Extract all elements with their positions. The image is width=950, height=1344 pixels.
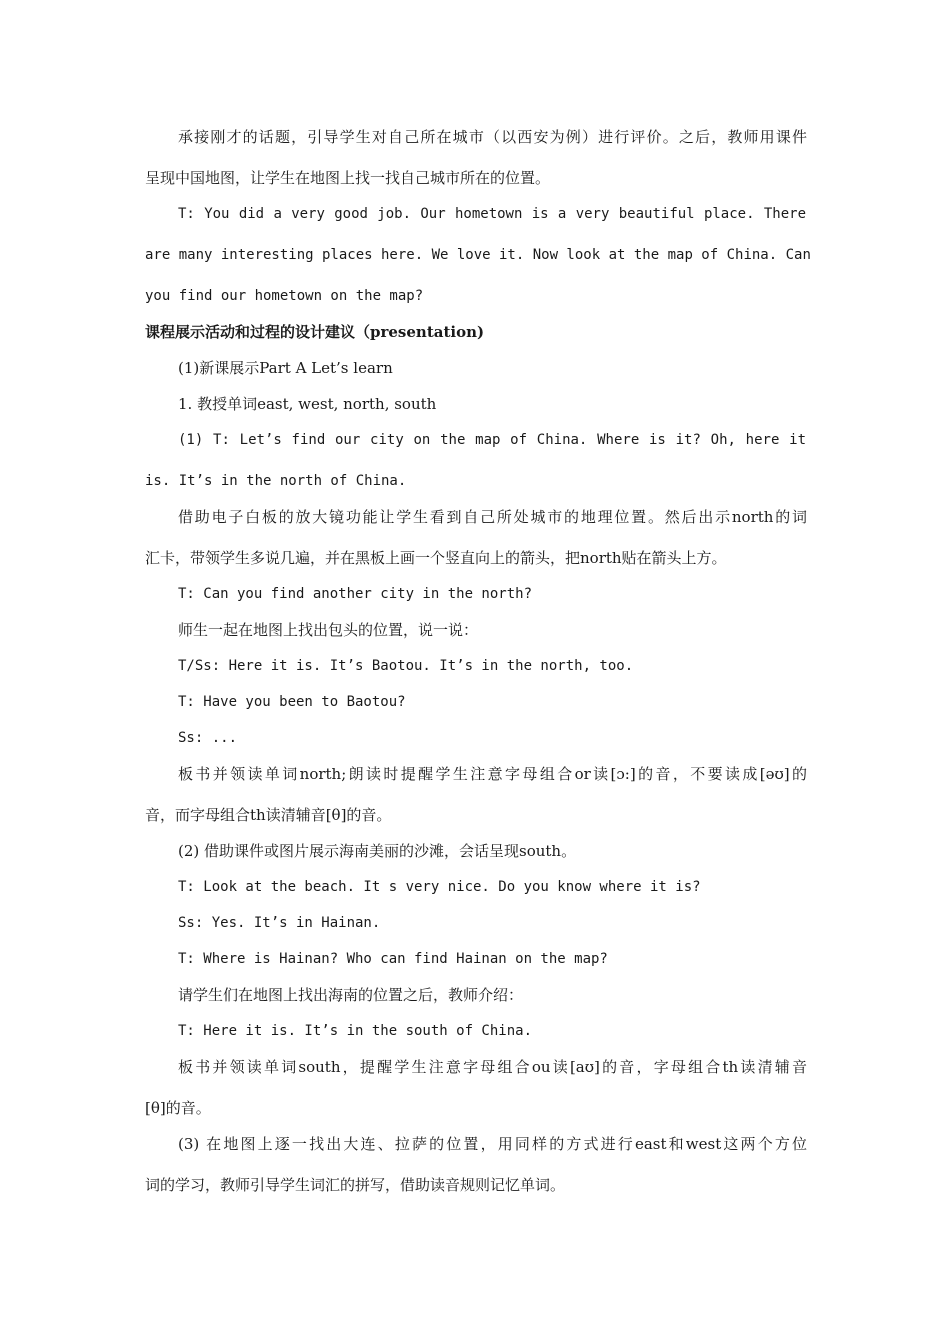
subsection-title: (1)新课展示Part A Let’s learn	[178, 359, 393, 377]
dialogue-line: (1) T: Let’s find our city on the map of China. Where is it? Oh, here it	[178, 432, 806, 448]
paragraph-line: 板书并领读单词south，提醒学生注意字母组合ou读[aʊ]的音，字母组合th读清辅音	[178, 1058, 807, 1076]
dialogue-line: is. It’s in the north of China.	[145, 473, 407, 489]
paragraph-line: 音，而字母组合th读清辅音[θ]的音。	[145, 806, 392, 824]
dialogue-line: T: You did a very good job. Our hometown is a very beautiful place. There	[178, 206, 806, 222]
section-heading: 课程展示活动和过程的设计建议（presentation)	[145, 323, 485, 341]
paragraph-line: 请学生们在地图上找出海南的位置之后，教师介绍：	[178, 986, 524, 1004]
dialogue-line: you find our hometown on the map?	[145, 288, 424, 304]
dialogue-line: T: Where is Hainan? Who can find Hainan on the map?	[178, 951, 608, 967]
paragraph-line: 板书并领读单词north;朗读时提醒学生注意字母组合or读[ɔ:]的音，不要读成[əʊ]的	[178, 765, 807, 783]
dialogue-line: Ss: ...	[178, 730, 238, 746]
dialogue-line: are many interesting places here. We love it. Now look at the map of China. Can	[145, 247, 811, 263]
paragraph-line: 词的学习，教师引导学生词汇的拼写，借助读音规则记忆单词。	[145, 1176, 566, 1194]
dialogue-line: T: Look at the beach. It s very nice. Do you know where it is?	[178, 879, 701, 895]
dialogue-line: T: Have you been to Baotou?	[178, 694, 406, 710]
paragraph-line: (3) 在地图上逐一找出大连、拉萨的位置，用同样的方式进行east和west这两个方位	[178, 1135, 807, 1153]
dialogue-line: T: Here it is. It’s in the south of China.	[178, 1023, 533, 1039]
paragraph-line: 呈现中国地图，让学生在地图上找一找自己城市所在的位置。	[145, 169, 551, 187]
paragraph-line: 承接刚才的话题，引导学生对自己所在城市（以西安为例）进行评价。之后，教师用课件	[178, 128, 807, 146]
dialogue-line: Ss: Yes. It’s in Hainan.	[178, 915, 381, 931]
dialogue-line: T: Can you find another city in the north?	[178, 586, 533, 602]
dialogue-line: T/Ss: Here it is. It’s Baotou. It’s in the north, too.	[178, 658, 634, 674]
paragraph-line: [θ]的音。	[145, 1099, 211, 1117]
subsection-title: 1. 教授单词east, west, north, south	[178, 395, 437, 413]
paragraph-line: 借助电子白板的放大镜功能让学生看到自己所处城市的地理位置。然后出示north的词	[178, 508, 807, 526]
paragraph-line: (2) 借助课件或图片展示海南美丽的沙滩，会话呈现south。	[178, 842, 577, 860]
paragraph-line: 师生一起在地图上找出包头的位置，说一说：	[178, 621, 479, 639]
paragraph-line: 汇卡，带领学生多说几遍，并在黑板上画一个竖直向上的箭头，把north贴在箭头上方。	[145, 549, 727, 567]
